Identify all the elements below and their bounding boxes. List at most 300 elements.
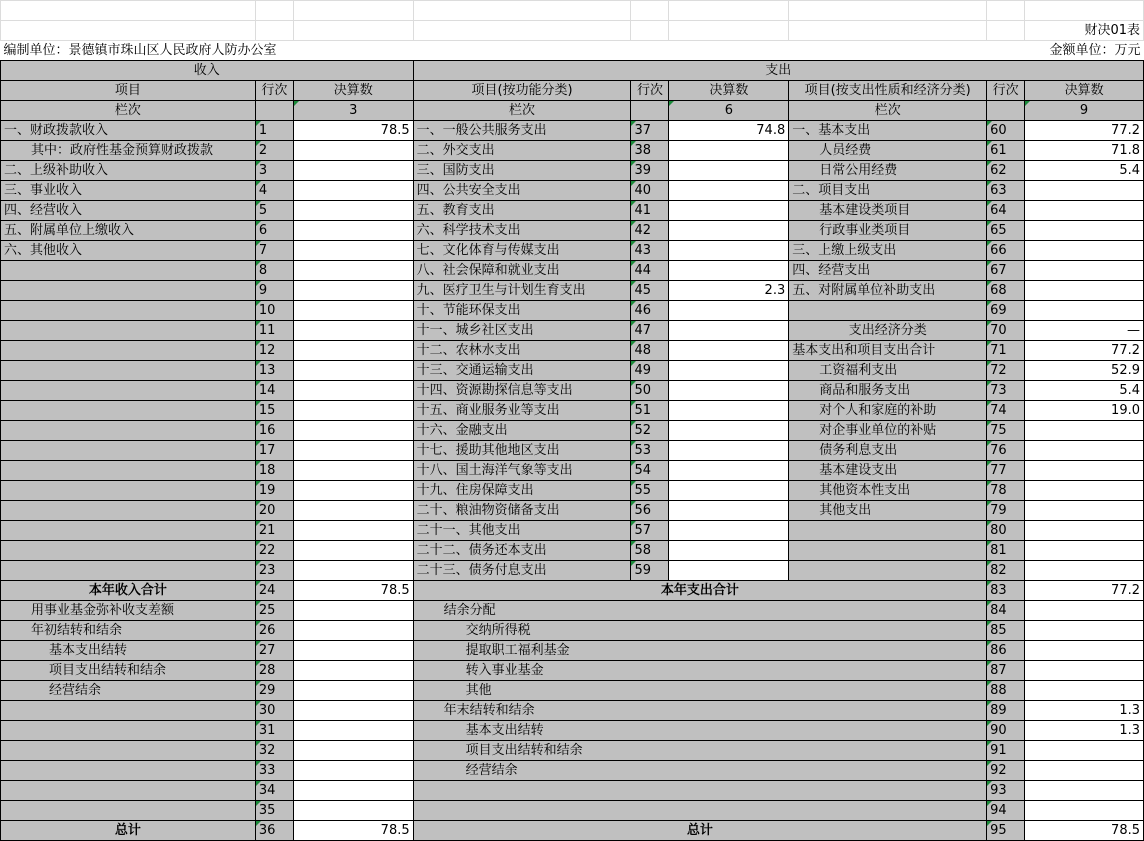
balance-item: 基本支出结转 (413, 721, 987, 741)
balance-amount (1025, 641, 1144, 661)
econ-expense-amount: 52.9 (1025, 361, 1144, 381)
income-row-no: 30 (255, 701, 293, 721)
func-expense-amount (669, 561, 789, 581)
col-number-9: 9 (1025, 101, 1144, 121)
income-amount (293, 421, 413, 441)
func-expense-item: 五、教育支出 (413, 201, 631, 221)
income-item (1, 361, 256, 381)
col-label: 栏次 (1, 101, 256, 121)
expense-total-label: 本年支出合计 (413, 581, 987, 601)
income-amount (293, 701, 413, 721)
income-amount (293, 801, 413, 821)
econ-expense-amount (1025, 561, 1144, 581)
income-row-no: 22 (255, 541, 293, 561)
func-expense-row-no: 54 (631, 461, 669, 481)
income-amount (293, 401, 413, 421)
income-total-amount: 78.5 (293, 581, 413, 601)
income-row-no: 5 (255, 201, 293, 221)
balance-amount (1025, 661, 1144, 681)
income-item (1, 541, 256, 561)
func-expense-amount (669, 321, 789, 341)
table-row (1, 561, 1144, 581)
econ-expense-amount (1025, 441, 1144, 461)
func-expense-amount (669, 481, 789, 501)
expense-total-amount: 77.2 (1025, 581, 1144, 601)
table-row (1, 441, 1144, 461)
income-amount (293, 361, 413, 381)
econ-expense-row-no: 64 (987, 201, 1025, 221)
econ-expense-item: 五、对附属单位补助支出 (789, 281, 987, 301)
balance-amount: 1.3 (1025, 701, 1144, 721)
func-expense-amount (669, 541, 789, 561)
func-expense-item: 三、国防支出 (413, 161, 631, 181)
econ-expense-row-no: 72 (987, 361, 1025, 381)
income-item (1, 301, 256, 321)
balance-item: 提取职工福利基金 (413, 641, 987, 661)
col-number-6: 6 (669, 101, 789, 121)
econ-expense-row-no: 62 (987, 161, 1025, 181)
table-row (1, 661, 1144, 681)
income-amount (293, 241, 413, 261)
balance-row-no: 89 (987, 701, 1025, 721)
econ-expense-item: 人员经费 (789, 141, 987, 161)
income-grand-total-row-no: 36 (255, 821, 293, 841)
income-grand-total-amount: 78.5 (293, 821, 413, 841)
func-expense-row-no: 48 (631, 341, 669, 361)
table-row (1, 161, 1144, 181)
econ-expense-item: 行政事业类项目 (789, 221, 987, 241)
table-row (1, 741, 1144, 761)
func-expense-amount (669, 301, 789, 321)
income-row-no: 18 (255, 461, 293, 481)
income-item (1, 401, 256, 421)
income-row-no: 19 (255, 481, 293, 501)
econ-expense-row-no: 77 (987, 461, 1025, 481)
header-amount: 决算数 (669, 81, 789, 101)
table-row (1, 641, 1144, 661)
balance-amount (1025, 601, 1144, 621)
balance-item: 交纳所得税 (413, 621, 987, 641)
column-header-row (1, 81, 1144, 101)
expense-grand-total-label: 总计 (413, 821, 987, 841)
func-expense-amount (669, 521, 789, 541)
income-row-no: 21 (255, 521, 293, 541)
unit-row (1, 41, 1144, 61)
func-expense-row-no: 38 (631, 141, 669, 161)
econ-expense-item: 商品和服务支出 (789, 381, 987, 401)
income-row-no: 4 (255, 181, 293, 201)
amount-unit: 金额单位：万元 (789, 41, 1144, 61)
balance-row-no: 92 (987, 761, 1025, 781)
income-row-no: 7 (255, 241, 293, 261)
table-row (1, 701, 1144, 721)
income-row-no: 32 (255, 741, 293, 761)
table-row (1, 461, 1144, 481)
section-header-row (1, 61, 1144, 81)
func-expense-row-no: 51 (631, 401, 669, 421)
func-expense-amount (669, 141, 789, 161)
income-amount (293, 461, 413, 481)
income-amount (293, 221, 413, 241)
income-amount (293, 781, 413, 801)
income-row-no: 25 (255, 601, 293, 621)
income-amount (293, 541, 413, 561)
reporting-unit: 编制单位：景德镇市珠山区人民政府人防办公室 (1, 41, 789, 61)
econ-expense-amount (1025, 241, 1144, 261)
table-row (1, 141, 1144, 161)
func-expense-amount (669, 361, 789, 381)
form-code-row (1, 21, 1144, 41)
income-item (1, 341, 256, 361)
income-item: 基本支出结转 (1, 641, 256, 661)
func-expense-amount (669, 181, 789, 201)
balance-amount (1025, 681, 1144, 701)
income-amount (293, 561, 413, 581)
income-row-no: 10 (255, 301, 293, 321)
income-item (1, 321, 256, 341)
balance-item: 项目支出结转和结余 (413, 741, 987, 761)
econ-expense-item: 其他资本性支出 (789, 481, 987, 501)
econ-expense-row-no: 71 (987, 341, 1025, 361)
table-row (1, 721, 1144, 741)
func-expense-row-no: 46 (631, 301, 669, 321)
table-row (1, 281, 1144, 301)
income-row-no: 11 (255, 321, 293, 341)
income-item: 一、财政拨款收入 (1, 121, 256, 141)
balance-row-no: 87 (987, 661, 1025, 681)
col-label: 栏次 (789, 101, 987, 121)
econ-expense-row-no: 70 (987, 321, 1025, 341)
income-amount (293, 761, 413, 781)
func-expense-row-no: 49 (631, 361, 669, 381)
income-amount (293, 381, 413, 401)
econ-expense-row-no: 81 (987, 541, 1025, 561)
econ-expense-item: 一、基本支出 (789, 121, 987, 141)
table-row (1, 761, 1144, 781)
func-expense-amount (669, 501, 789, 521)
func-expense-amount: 74.8 (669, 121, 789, 141)
econ-expense-amount (1025, 261, 1144, 281)
econ-expense-amount (1025, 201, 1144, 221)
func-expense-row-no: 53 (631, 441, 669, 461)
income-grand-total-label: 总计 (1, 821, 256, 841)
header-item-econ: 项目(按支出性质和经济分类) (789, 81, 987, 101)
table-row (1, 601, 1144, 621)
econ-expense-item: 基本建设类项目 (789, 201, 987, 221)
func-expense-item: 二十二、债务还本支出 (413, 541, 631, 561)
table-row (1, 381, 1144, 401)
func-expense-amount (669, 221, 789, 241)
func-expense-amount (669, 441, 789, 461)
econ-expense-item: 日常公用经费 (789, 161, 987, 181)
income-item (1, 721, 256, 741)
econ-expense-row-no: 82 (987, 561, 1025, 581)
func-expense-row-no: 59 (631, 561, 669, 581)
income-row-no: 13 (255, 361, 293, 381)
balance-row-no: 91 (987, 741, 1025, 761)
econ-expense-row-no: 69 (987, 301, 1025, 321)
income-item: 五、附属单位上缴收入 (1, 221, 256, 241)
econ-expense-item: 基本支出和项目支出合计 (789, 341, 987, 361)
func-expense-item: 十五、商业服务业等支出 (413, 401, 631, 421)
func-expense-row-no: 42 (631, 221, 669, 241)
balance-amount (1025, 621, 1144, 641)
income-item (1, 261, 256, 281)
econ-expense-row-no: 63 (987, 181, 1025, 201)
income-item: 四、经营收入 (1, 201, 256, 221)
header-item: 项目 (1, 81, 256, 101)
table-row (1, 121, 1144, 141)
income-row-no: 28 (255, 661, 293, 681)
balance-row-no: 86 (987, 641, 1025, 661)
income-item: 用事业基金弥补收支差额 (1, 601, 256, 621)
income-item: 项目支出结转和结余 (1, 661, 256, 681)
econ-expense-amount (1025, 181, 1144, 201)
econ-expense-row-no: 60 (987, 121, 1025, 141)
econ-expense-row-no: 75 (987, 421, 1025, 441)
income-row-no: 31 (255, 721, 293, 741)
income-row-no: 27 (255, 641, 293, 661)
expense-grand-total-amount: 78.5 (1025, 821, 1144, 841)
balance-row-no: 84 (987, 601, 1025, 621)
func-expense-row-no: 40 (631, 181, 669, 201)
income-amount (293, 181, 413, 201)
func-expense-item: 十七、援助其他地区支出 (413, 441, 631, 461)
income-amount (293, 521, 413, 541)
table-row (1, 341, 1144, 361)
balance-item: 转入事业基金 (413, 661, 987, 681)
econ-expense-row-no: 74 (987, 401, 1025, 421)
income-row-no: 3 (255, 161, 293, 181)
balance-amount (1025, 801, 1144, 821)
income-amount (293, 481, 413, 501)
func-expense-amount (669, 401, 789, 421)
table-row (1, 181, 1144, 201)
income-row-no: 23 (255, 561, 293, 581)
balance-row-no: 94 (987, 801, 1025, 821)
econ-expense-amount (1025, 421, 1144, 441)
balance-item: 其他 (413, 681, 987, 701)
expense-total-row-no: 83 (987, 581, 1025, 601)
econ-expense-item: 四、经营支出 (789, 261, 987, 281)
econ-expense-row-no: 66 (987, 241, 1025, 261)
func-expense-item: 十三、交通运输支出 (413, 361, 631, 381)
balance-row-no: 88 (987, 681, 1025, 701)
func-expense-item: 二十、粮油物资储备支出 (413, 501, 631, 521)
func-expense-row-no: 45 (631, 281, 669, 301)
econ-expense-amount (1025, 521, 1144, 541)
balance-row-no: 93 (987, 781, 1025, 801)
income-item (1, 281, 256, 301)
income-row-no: 35 (255, 801, 293, 821)
income-item (1, 461, 256, 481)
income-item (1, 801, 256, 821)
func-expense-amount: 2.3 (669, 281, 789, 301)
table-row (1, 541, 1144, 561)
balance-item (413, 781, 987, 801)
func-expense-item: 四、公共安全支出 (413, 181, 631, 201)
income-amount (293, 201, 413, 221)
func-expense-row-no: 47 (631, 321, 669, 341)
func-expense-amount (669, 341, 789, 361)
income-item (1, 381, 256, 401)
income-item (1, 561, 256, 581)
econ-expense-amount: — (1025, 321, 1144, 341)
econ-expense-item: 对个人和家庭的补助 (789, 401, 987, 421)
income-item (1, 521, 256, 541)
table-row (1, 301, 1144, 321)
func-expense-item: 二十一、其他支出 (413, 521, 631, 541)
func-expense-item: 九、医疗卫生与计划生育支出 (413, 281, 631, 301)
income-item: 年初结转和结余 (1, 621, 256, 641)
func-expense-item: 十九、住房保障支出 (413, 481, 631, 501)
income-amount (293, 641, 413, 661)
econ-expense-amount (1025, 501, 1144, 521)
income-row-no: 17 (255, 441, 293, 461)
income-item: 其中：政府性基金预算财政拨款 (1, 141, 256, 161)
table-row (1, 801, 1144, 821)
func-expense-row-no: 57 (631, 521, 669, 541)
func-expense-amount (669, 241, 789, 261)
header-row-no: 行次 (987, 81, 1025, 101)
econ-expense-row-no: 76 (987, 441, 1025, 461)
income-row-no: 2 (255, 141, 293, 161)
income-amount (293, 721, 413, 741)
econ-expense-row-no: 68 (987, 281, 1025, 301)
balance-item: 年末结转和结余 (413, 701, 987, 721)
header-item-func: 项目(按功能分类) (413, 81, 631, 101)
income-amount (293, 601, 413, 621)
income-row-no: 8 (255, 261, 293, 281)
func-expense-row-no: 39 (631, 161, 669, 181)
econ-expense-row-no: 79 (987, 501, 1025, 521)
balance-row-no: 90 (987, 721, 1025, 741)
econ-expense-amount (1025, 481, 1144, 501)
func-expense-row-no: 50 (631, 381, 669, 401)
table-row (1, 521, 1144, 541)
table-row (1, 401, 1144, 421)
income-item (1, 441, 256, 461)
econ-expense-item: 工资福利支出 (789, 361, 987, 381)
table-row (1, 621, 1144, 641)
income-item: 经营结余 (1, 681, 256, 701)
income-row-no: 34 (255, 781, 293, 801)
year-total-row (1, 581, 1144, 601)
econ-expense-row-no: 61 (987, 141, 1025, 161)
econ-expense-row-no: 73 (987, 381, 1025, 401)
income-row-no: 1 (255, 121, 293, 141)
func-expense-item: 六、科学技术支出 (413, 221, 631, 241)
income-row-no: 16 (255, 421, 293, 441)
econ-expense-amount: 5.4 (1025, 381, 1144, 401)
expense-section-header: 支出 (413, 61, 1143, 81)
balance-row-no: 85 (987, 621, 1025, 641)
income-item (1, 421, 256, 441)
form-code: 财决01表 (1025, 21, 1144, 41)
func-expense-row-no: 37 (631, 121, 669, 141)
expense-grand-total-row-no: 95 (987, 821, 1025, 841)
func-expense-amount (669, 381, 789, 401)
income-amount (293, 661, 413, 681)
func-expense-amount (669, 461, 789, 481)
econ-expense-item (789, 561, 987, 581)
header-row-no: 行次 (255, 81, 293, 101)
income-item (1, 701, 256, 721)
func-expense-amount (669, 421, 789, 441)
func-expense-amount (669, 161, 789, 181)
income-item (1, 481, 256, 501)
econ-expense-item (789, 301, 987, 321)
income-item (1, 501, 256, 521)
table-row (1, 481, 1144, 501)
income-section-header: 收入 (1, 61, 414, 81)
col-number-3: 3 (293, 101, 413, 121)
balance-item: 结余分配 (413, 601, 987, 621)
func-expense-row-no: 52 (631, 421, 669, 441)
econ-expense-amount (1025, 461, 1144, 481)
econ-expense-item: 三、上缴上级支出 (789, 241, 987, 261)
func-expense-row-no: 56 (631, 501, 669, 521)
econ-expense-row-no: 67 (987, 261, 1025, 281)
econ-expense-item: 其他支出 (789, 501, 987, 521)
table-row (1, 201, 1144, 221)
func-expense-item: 二十三、债务付息支出 (413, 561, 631, 581)
func-expense-item: 十四、资源勘探信息等支出 (413, 381, 631, 401)
econ-expense-item: 支出经济分类 (789, 321, 987, 341)
econ-expense-amount (1025, 221, 1144, 241)
income-amount (293, 621, 413, 641)
income-row-no: 14 (255, 381, 293, 401)
econ-expense-amount: 77.2 (1025, 341, 1144, 361)
econ-expense-item: 二、项目支出 (789, 181, 987, 201)
table-row (1, 421, 1144, 441)
econ-expense-row-no: 65 (987, 221, 1025, 241)
income-amount (293, 301, 413, 321)
func-expense-amount (669, 201, 789, 221)
income-amount (293, 161, 413, 181)
econ-expense-item: 债务利息支出 (789, 441, 987, 461)
func-expense-row-no: 55 (631, 481, 669, 501)
table-row (1, 261, 1144, 281)
table-row (1, 681, 1144, 701)
income-row-no: 20 (255, 501, 293, 521)
balance-amount (1025, 761, 1144, 781)
income-amount (293, 281, 413, 301)
balance-amount (1025, 741, 1144, 761)
econ-expense-item (789, 521, 987, 541)
econ-expense-amount (1025, 281, 1144, 301)
func-expense-row-no: 43 (631, 241, 669, 261)
table-row (1, 321, 1144, 341)
econ-expense-row-no: 80 (987, 521, 1025, 541)
balance-item (413, 801, 987, 821)
income-row-no: 26 (255, 621, 293, 641)
func-expense-row-no: 58 (631, 541, 669, 561)
econ-expense-item: 基本建设支出 (789, 461, 987, 481)
income-item (1, 741, 256, 761)
table-row (1, 241, 1144, 261)
income-amount (293, 341, 413, 361)
header-amount: 决算数 (1025, 81, 1144, 101)
col-label: 栏次 (413, 101, 631, 121)
blank-row (1, 1, 1144, 21)
income-amount (293, 441, 413, 461)
econ-expense-row-no: 78 (987, 481, 1025, 501)
table-row (1, 361, 1144, 381)
income-amount (293, 741, 413, 761)
table-row (1, 781, 1144, 801)
header-row-no: 行次 (631, 81, 669, 101)
